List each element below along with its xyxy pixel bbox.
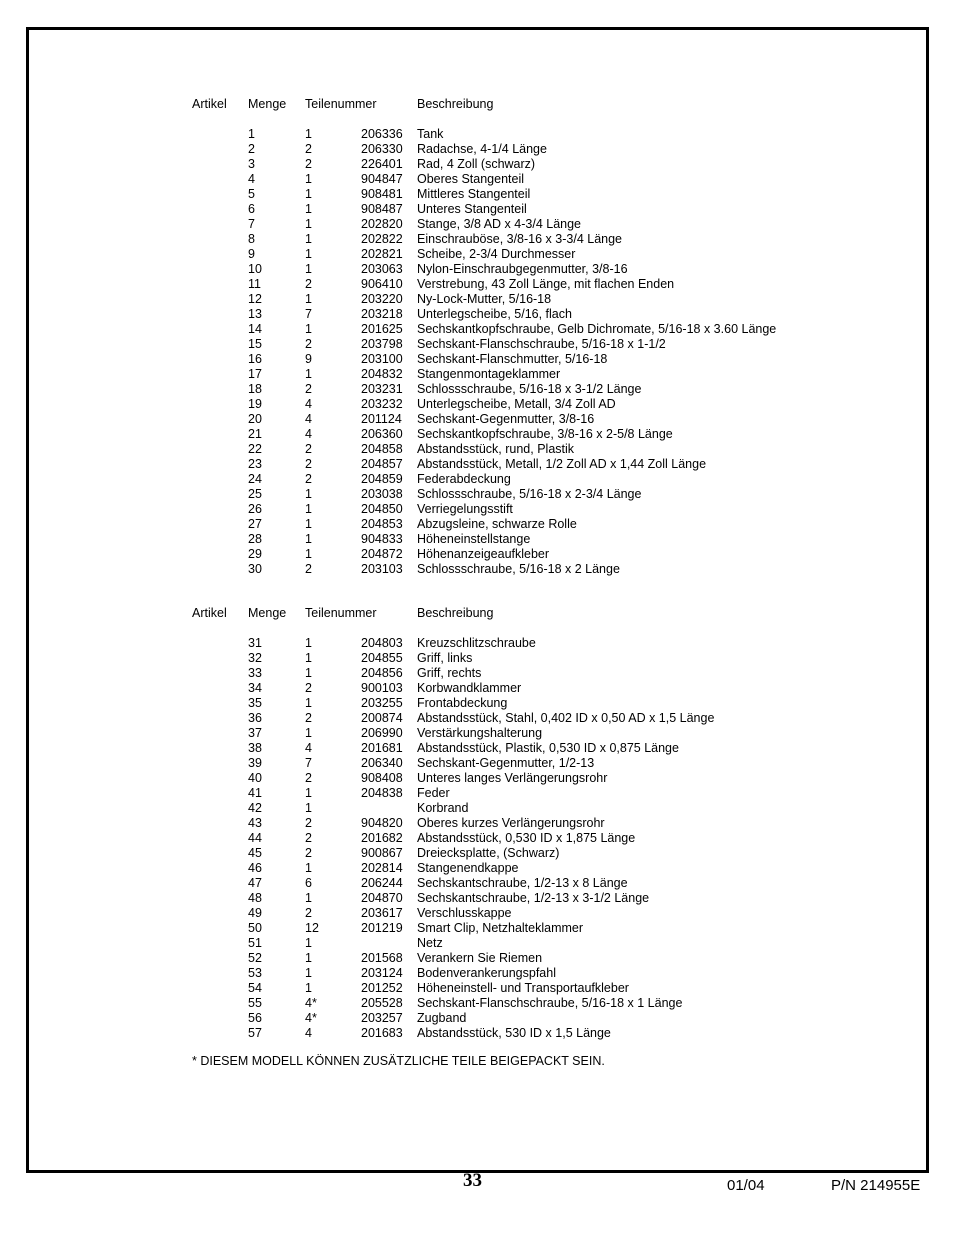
part-number-cell: 904820 xyxy=(361,816,403,830)
page-number: 33 xyxy=(463,1170,482,1191)
quantity: 2 xyxy=(305,816,312,830)
description: Abstandsstück, Stahl, 0,402 ID x 0,50 AD x 1,5 Länge xyxy=(417,711,715,725)
footnote: * DIESEM MODELL KÖNNEN ZUSÄTZLICHE TEILE BEIGEPACKT SEIN. xyxy=(192,1054,605,1068)
description: Tank xyxy=(417,127,444,141)
part-number-cell: 201683 xyxy=(361,1026,403,1040)
description: Oberes Stangenteil xyxy=(417,172,525,186)
item-number: 54 xyxy=(248,981,262,995)
description: Federabdeckung xyxy=(417,472,511,486)
description: Kreuzschlitzschraube xyxy=(417,636,536,650)
part-number-cell: 206990 xyxy=(361,726,403,740)
part-number-cell: 900867 xyxy=(361,846,403,860)
item-number: 34 xyxy=(248,681,262,695)
part-number-cell: 203617 xyxy=(361,906,403,920)
part-number-cell: 203257 xyxy=(361,1011,403,1025)
header-teilenummer: Teilenummer xyxy=(305,606,377,620)
item-number: 18 xyxy=(248,382,262,396)
description: Radachse, 4-1/4 Länge xyxy=(417,142,547,156)
part-number-cell: 203231 xyxy=(361,382,403,396)
quantity: 2 xyxy=(305,157,312,171)
item-number: 1 xyxy=(248,127,255,141)
quantity: 1 xyxy=(305,936,312,950)
description: Sechskantschraube, 1/2-13 x 8 Länge xyxy=(417,876,628,890)
quantity: 2 xyxy=(305,337,312,351)
quantity: 1 xyxy=(305,487,312,501)
quantity: 1 xyxy=(305,547,312,561)
quantity: 2 xyxy=(305,382,312,396)
item-number: 43 xyxy=(248,816,262,830)
part-number-cell: 206340 xyxy=(361,756,403,770)
item-number: 7 xyxy=(248,217,255,231)
item-number: 13 xyxy=(248,307,262,321)
quantity: 7 xyxy=(305,756,312,770)
part-number-cell: 202821 xyxy=(361,247,403,261)
description: Verstärkungshalterung xyxy=(417,726,543,740)
part-number-cell: 204855 xyxy=(361,651,403,665)
part-number-cell: 203232 xyxy=(361,397,403,411)
part-number-cell: 204853 xyxy=(361,517,403,531)
part-number-cell: 904847 xyxy=(361,172,403,186)
item-number: 12 xyxy=(248,292,262,306)
description: Dreiecksplatte, (Schwarz) xyxy=(417,846,560,860)
item-number: 48 xyxy=(248,891,262,905)
description: Abstandsstück, rund, Plastik xyxy=(417,442,575,456)
quantity: 1 xyxy=(305,232,312,246)
part-number-cell: 204872 xyxy=(361,547,403,561)
item-number: 11 xyxy=(248,277,261,291)
description: Frontabdeckung xyxy=(417,696,508,710)
item-number: 17 xyxy=(248,367,262,381)
header-artikel: Artikel xyxy=(192,97,227,111)
part-number-cell: 204857 xyxy=(361,457,403,471)
part-number-cell: 201625 xyxy=(361,322,403,336)
part-number-cell: 900103 xyxy=(361,681,403,695)
description: Scheibe, 2-3/4 Durchmesser xyxy=(417,247,576,261)
description: Stangenmontageklammer xyxy=(417,367,561,381)
description: Höheneinstellstange xyxy=(417,532,531,546)
description: Sechskant-Flanschschraube, 5/16-18 x 1 Länge xyxy=(417,996,683,1010)
description: Sechskant-Gegenmutter, 3/8-16 xyxy=(417,412,595,426)
item-number: 28 xyxy=(248,532,262,546)
description: Abzugsleine, schwarze Rolle xyxy=(417,517,577,531)
quantity: 4 xyxy=(305,741,312,755)
quantity: 2 xyxy=(305,771,312,785)
item-number: 41 xyxy=(248,786,262,800)
item-number: 57 xyxy=(248,1026,262,1040)
quantity: 1 xyxy=(305,786,312,800)
quantity: 1 xyxy=(305,217,312,231)
quantity: 1 xyxy=(305,322,312,336)
quantity: 4 xyxy=(305,1026,312,1040)
part-number-cell: 201124 xyxy=(361,412,402,426)
item-number: 24 xyxy=(248,472,262,486)
quantity: 1 xyxy=(305,981,312,995)
quantity: 1 xyxy=(305,247,312,261)
item-number: 26 xyxy=(248,502,262,516)
description: Sechskant-Gegenmutter, 1/2-13 xyxy=(417,756,595,770)
item-number: 33 xyxy=(248,666,262,680)
item-number: 15 xyxy=(248,337,262,351)
part-number-cell: 226401 xyxy=(361,157,403,171)
item-number: 10 xyxy=(248,262,262,276)
item-number: 21 xyxy=(248,427,262,441)
quantity: 1 xyxy=(305,262,312,276)
quantity: 2 xyxy=(305,846,312,860)
header-teilenummer: Teilenummer xyxy=(305,97,377,111)
description: Schlossschraube, 5/16-18 x 2-3/4 Länge xyxy=(417,487,642,501)
part-number-cell: 201681 xyxy=(361,741,403,755)
quantity: 4* xyxy=(305,1011,317,1025)
description: Korbwandklammer xyxy=(417,681,522,695)
item-number: 8 xyxy=(248,232,255,246)
item-number: 14 xyxy=(248,322,262,336)
quantity: 1 xyxy=(305,891,312,905)
item-number: 35 xyxy=(248,696,262,710)
description: Sechskantkopfschraube, Gelb Dichromate, 5/16-18 x 3.60 Länge xyxy=(417,322,777,336)
part-number-cell: 203100 xyxy=(361,352,403,366)
item-number: 45 xyxy=(248,846,262,860)
description: Höhenanzeigeaufkleber xyxy=(417,547,550,561)
description: Feder xyxy=(417,786,450,800)
quantity: 1 xyxy=(305,127,312,141)
part-number-cell: 203255 xyxy=(361,696,403,710)
part-number-cell: 204838 xyxy=(361,786,403,800)
description: Oberes kurzes Verlängerungsrohr xyxy=(417,816,605,830)
description: Verriegelungsstift xyxy=(417,502,513,516)
item-number: 37 xyxy=(248,726,262,740)
part-number-cell: 206244 xyxy=(361,876,403,890)
description: Griff, rechts xyxy=(417,666,482,680)
header-menge: Menge xyxy=(248,97,287,111)
description: Griff, links xyxy=(417,651,473,665)
quantity: 4 xyxy=(305,427,312,441)
description: Abstandsstück, 530 ID x 1,5 Länge xyxy=(417,1026,611,1040)
revision-date: 01/04 xyxy=(727,1177,765,1194)
header-menge: Menge xyxy=(248,606,287,620)
part-number-cell: 206336 xyxy=(361,127,403,141)
description: Abstandsstück, Metall, 1/2 Zoll AD x 1,44 Zoll Länge xyxy=(417,457,707,471)
part-number-cell: 205528 xyxy=(361,996,403,1010)
description: Smart Clip, Netzhalteklammer xyxy=(417,921,584,935)
description: Sechskantschraube, 1/2-13 x 3-1/2 Länge xyxy=(417,891,650,905)
item-number: 49 xyxy=(248,906,262,920)
quantity: 2 xyxy=(305,681,312,695)
quantity: 4* xyxy=(305,996,317,1010)
part-number-cell: 204832 xyxy=(361,367,403,381)
quantity: 1 xyxy=(305,517,312,531)
description: Höheneinstell- und Transportaufkleber xyxy=(417,981,629,995)
part-number: P/N 214955E xyxy=(831,1177,921,1194)
quantity: 9 xyxy=(305,352,312,366)
part-number-cell: 203038 xyxy=(361,487,403,501)
part-number-cell: 203124 xyxy=(361,966,403,980)
quantity: 1 xyxy=(305,651,312,665)
part-number-cell: 206360 xyxy=(361,427,403,441)
quantity: 6 xyxy=(305,876,312,890)
part-number-cell: 201219 xyxy=(361,921,403,935)
quantity: 2 xyxy=(305,711,312,725)
quantity: 2 xyxy=(305,457,312,471)
item-number: 16 xyxy=(248,352,262,366)
quantity: 1 xyxy=(305,966,312,980)
quantity: 1 xyxy=(305,951,312,965)
part-number-cell: 202820 xyxy=(361,217,403,231)
item-number: 19 xyxy=(248,397,262,411)
item-number: 29 xyxy=(248,547,262,561)
part-number-cell: 204850 xyxy=(361,502,403,516)
part-number-cell: 908408 xyxy=(361,771,403,785)
part-number-cell: 908481 xyxy=(361,187,403,201)
quantity: 2 xyxy=(305,142,312,156)
part-number-cell: 204870 xyxy=(361,891,403,905)
description: Netz xyxy=(417,936,443,950)
item-number: 55 xyxy=(248,996,262,1010)
part-number-cell: 200874 xyxy=(361,711,403,725)
description: Ny-Lock-Mutter, 5/16-18 xyxy=(417,292,552,306)
quantity: 4 xyxy=(305,397,312,411)
part-number-cell: 201252 xyxy=(361,981,403,995)
quantity: 1 xyxy=(305,666,312,680)
description: Unterlegscheibe, Metall, 3/4 Zoll AD xyxy=(417,397,616,411)
quantity: 1 xyxy=(305,172,312,186)
description: Bodenverankerungspfahl xyxy=(417,966,556,980)
quantity: 1 xyxy=(305,861,312,875)
quantity: 2 xyxy=(305,906,312,920)
part-number-cell: 206330 xyxy=(361,142,403,156)
header-beschreibung: Beschreibung xyxy=(417,97,494,111)
description: Rad, 4 Zoll (schwarz) xyxy=(417,157,536,171)
quantity: 1 xyxy=(305,532,312,546)
header-artikel: Artikel xyxy=(192,606,227,620)
part-number-cell: 203103 xyxy=(361,562,403,576)
item-number: 31 xyxy=(248,636,262,650)
description: Sechskant-Flanschmutter, 5/16-18 xyxy=(417,352,608,366)
description: Abstandsstück, Plastik, 0,530 ID x 0,875 Länge xyxy=(417,741,679,755)
item-number: 52 xyxy=(248,951,262,965)
item-number: 30 xyxy=(248,562,262,576)
item-number: 9 xyxy=(248,247,255,261)
part-number-cell: 906410 xyxy=(361,277,403,291)
part-number-cell: 204858 xyxy=(361,442,403,456)
description: Einschrauböse, 3/8-16 x 3-3/4 Länge xyxy=(417,232,622,246)
description: Schlossschraube, 5/16-18 x 3-1/2 Länge xyxy=(417,382,642,396)
quantity: 1 xyxy=(305,502,312,516)
item-number: 6 xyxy=(248,202,255,216)
part-number-cell: 204803 xyxy=(361,636,403,650)
quantity: 2 xyxy=(305,277,312,291)
part-number-cell: 201568 xyxy=(361,951,403,965)
description: Unterlegscheibe, 5/16, flach xyxy=(417,307,572,321)
quantity: 2 xyxy=(305,472,312,486)
item-number: 36 xyxy=(248,711,262,725)
description: Zugband xyxy=(417,1011,467,1025)
description: Abstandsstück, 0,530 ID x 1,875 Länge xyxy=(417,831,636,845)
item-number: 56 xyxy=(248,1011,262,1025)
quantity: 1 xyxy=(305,292,312,306)
item-number: 3 xyxy=(248,157,255,171)
item-number: 51 xyxy=(248,936,262,950)
description: Unteres Stangenteil xyxy=(417,202,527,216)
description: Korbrand xyxy=(417,801,469,815)
quantity: 2 xyxy=(305,442,312,456)
description: Nylon-Einschraubgegenmutter, 3/8-16 xyxy=(417,262,628,276)
part-number-cell: 904833 xyxy=(361,532,403,546)
description: Stangenendkappe xyxy=(417,861,519,875)
description: Sechskant-Flanschschraube, 5/16-18 x 1-1/2 xyxy=(417,337,666,351)
item-number: 32 xyxy=(248,651,262,665)
item-number: 20 xyxy=(248,412,262,426)
item-number: 47 xyxy=(248,876,262,890)
quantity: 2 xyxy=(305,831,312,845)
description: Stange, 3/8 AD x 4-3/4 Länge xyxy=(417,217,582,231)
part-number-cell: 201682 xyxy=(361,831,403,845)
quantity: 12 xyxy=(305,921,319,935)
quantity: 1 xyxy=(305,801,312,815)
quantity: 1 xyxy=(305,202,312,216)
quantity: 1 xyxy=(305,726,312,740)
part-number-cell: 202814 xyxy=(361,861,403,875)
quantity: 1 xyxy=(305,367,312,381)
description: Sechskantkopfschraube, 3/8-16 x 2-5/8 Länge xyxy=(417,427,673,441)
description: Mittleres Stangenteil xyxy=(417,187,531,201)
item-number: 40 xyxy=(248,771,262,785)
part-number-cell: 202822 xyxy=(361,232,403,246)
header-beschreibung: Beschreibung xyxy=(417,606,494,620)
quantity: 1 xyxy=(305,187,312,201)
part-number-cell: 203220 xyxy=(361,292,403,306)
part-number-cell: 204859 xyxy=(361,472,403,486)
item-number: 2 xyxy=(248,142,255,156)
description: Verankern Sie Riemen xyxy=(417,951,543,965)
quantity: 1 xyxy=(305,696,312,710)
item-number: 23 xyxy=(248,457,262,471)
part-number-cell: 203063 xyxy=(361,262,403,276)
quantity: 2 xyxy=(305,562,312,576)
description: Schlossschraube, 5/16-18 x 2 Länge xyxy=(417,562,620,576)
part-number-cell: 204856 xyxy=(361,666,403,680)
item-number: 46 xyxy=(248,861,262,875)
item-number: 27 xyxy=(248,517,262,531)
part-number-cell: 203798 xyxy=(361,337,403,351)
item-number: 53 xyxy=(248,966,262,980)
quantity: 1 xyxy=(305,636,312,650)
item-number: 42 xyxy=(248,801,262,815)
quantity: 4 xyxy=(305,412,312,426)
item-number: 25 xyxy=(248,487,262,501)
description: Verstrebung, 43 Zoll Länge, mit flachen Enden xyxy=(417,277,675,291)
item-number: 39 xyxy=(248,756,262,770)
item-number: 22 xyxy=(248,442,262,456)
quantity: 7 xyxy=(305,307,312,321)
part-number-cell: 203218 xyxy=(361,307,403,321)
description: Unteres langes Verlängerungsrohr xyxy=(417,771,608,785)
item-number: 38 xyxy=(248,741,262,755)
item-number: 44 xyxy=(248,831,262,845)
item-number: 5 xyxy=(248,187,255,201)
part-number-cell: 908487 xyxy=(361,202,403,216)
description: Verschlusskappe xyxy=(417,906,512,920)
item-number: 50 xyxy=(248,921,262,935)
item-number: 4 xyxy=(248,172,255,186)
